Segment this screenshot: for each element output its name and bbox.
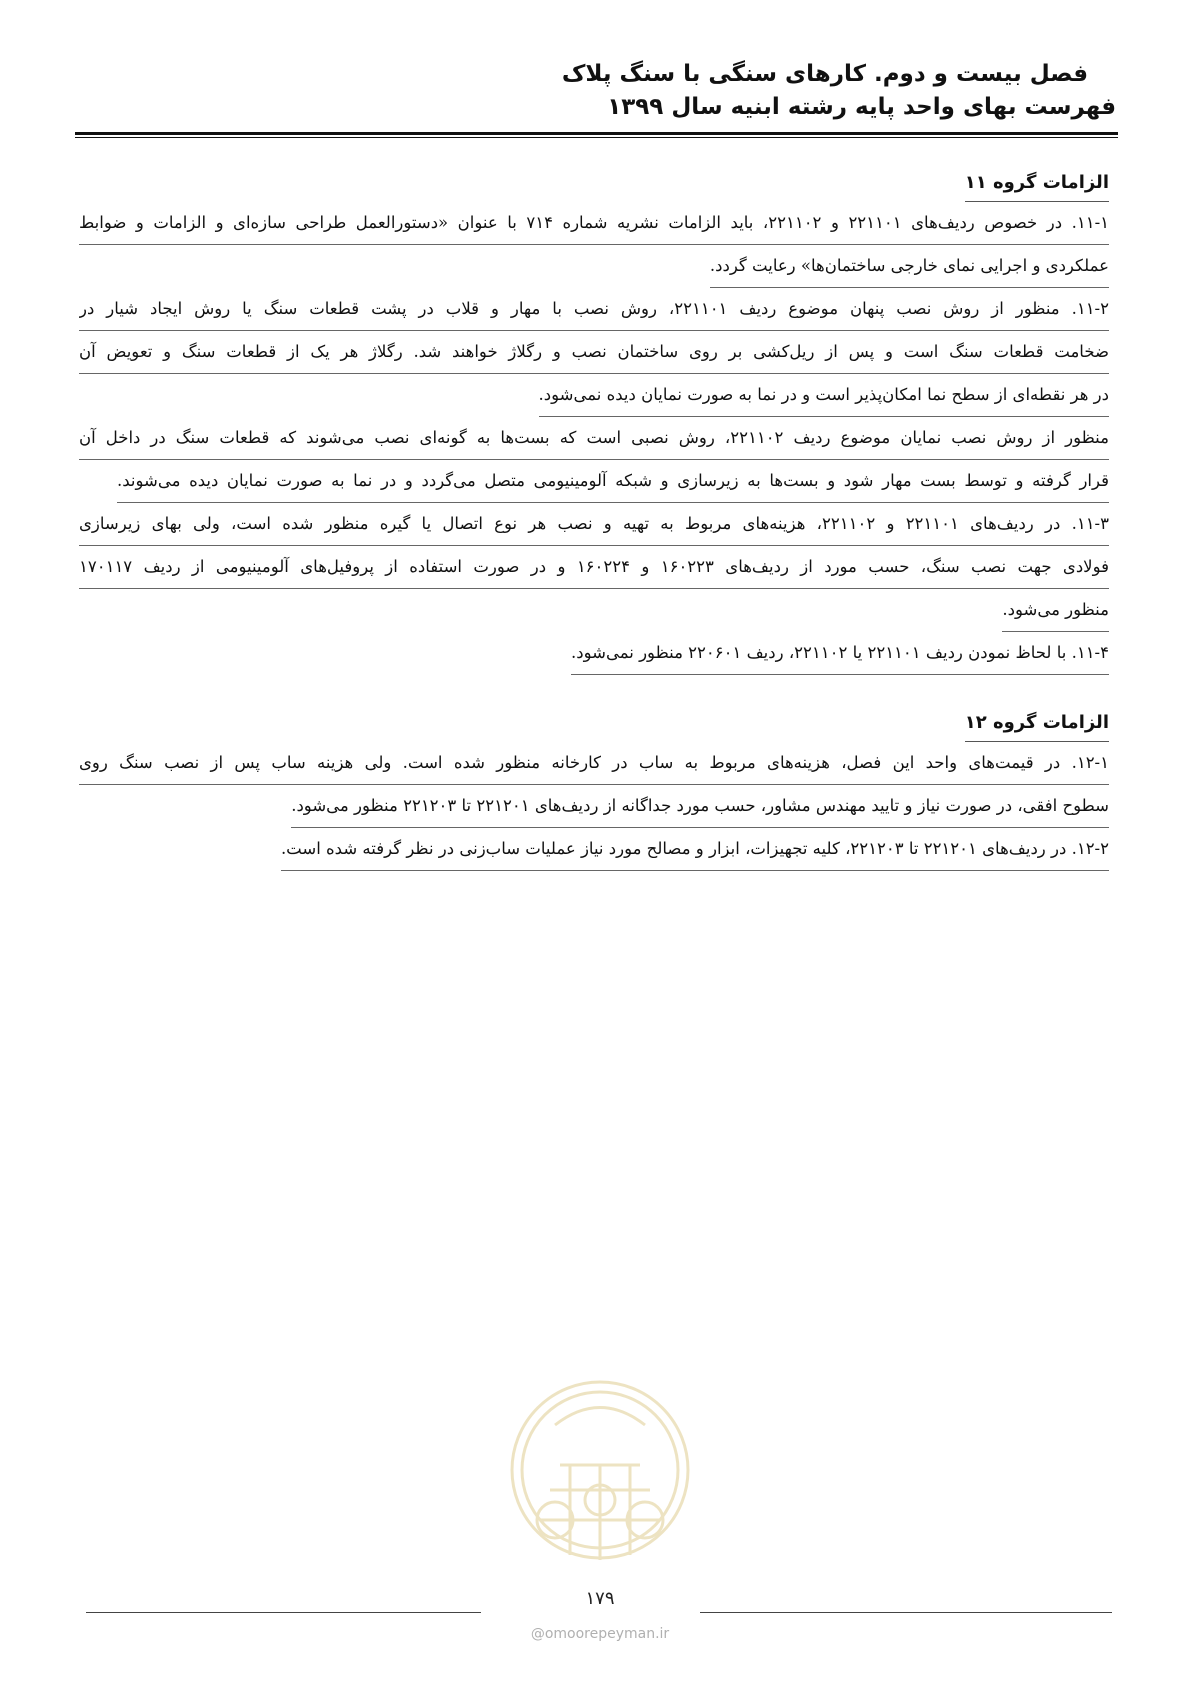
footer-rule-right xyxy=(700,1612,1112,1613)
text-line: منظور می‌شود. xyxy=(1002,589,1109,632)
section-group-11 xyxy=(79,165,1109,675)
chapter-title: فصل بیست و دوم. کارهای سنگی با سنگ پلاک xyxy=(561,61,1088,87)
text-line: ۱۲-۱. در قیمت‌های واحد این فصل، هزینه‌های مربوط به ساب در کارخانه منظور شده است. ولی هزینه ساب پس از نصب سنگ روی xyxy=(79,742,1109,785)
page-header xyxy=(76,58,1116,124)
watermark-logo xyxy=(500,1370,700,1590)
text-line: ضخامت قطعات سنگ است و پس از ریل‌کشی بر روی ساختمان نصب و رگلاژ خواهند شد. رگلاژ هر یک از قطعات سنگ و تعویض آن xyxy=(79,331,1109,374)
footer-rule-left xyxy=(86,1612,481,1613)
website-watermark: @omoorepeyman.ir xyxy=(530,1626,670,1642)
text-line: در هر نقطه‌ای از سطح نما امکان‌پذیر است و در نما به صورت نمایان دیده نمی‌شود. xyxy=(539,374,1109,417)
section-body xyxy=(79,742,1109,871)
header-rule-thin xyxy=(75,137,1118,138)
text-line: فولادی جهت نصب سنگ، حسب مورد از ردیف‌های ۱۶۰۲۲۳ و ۱۶۰۲۲۴ و در صورت استفاده از پروفیل‌های آلومینیومی از ردیف ۱۷۰۱۱۷ xyxy=(79,546,1109,589)
text-line: منظور از روش نصب نمایان موضوع ردیف ۲۲۱۱۰۲، روش نصبی است که بست‌ها به گونه‌ای نصب می‌شوند که قطعات سنگ در داخل آن xyxy=(79,417,1109,460)
header-rule-thick xyxy=(75,132,1118,135)
section-group-12 xyxy=(79,705,1109,871)
text-line: ۱۲-۲. در ردیف‌های ۲۲۱۲۰۱ تا ۲۲۱۲۰۳، کلیه تجهیزات، ابزار و مصالح مورد نیاز عملیات ساب‌زنی در نظر گرفته شده است. xyxy=(281,828,1109,871)
text-line: قرار گرفته و توسط بست مهار شود و بست‌ها به زیرسازی و شبکه آلومینیومی متصل می‌گردد و در نما به صورت نمایان دیده می‌شوند. xyxy=(117,460,1109,503)
text-line: عملکردی و اجرایی نمای خارجی ساختمان‌ها» رعایت گردد. xyxy=(710,245,1109,288)
text-line: ۱۱-۱. در خصوص ردیف‌های ۲۲۱۱۰۱ و ۲۲۱۱۰۲، باید الزامات نشریه شماره ۷۱۴ با عنوان «دستورالعمل طراحی سازه‌ای و الزامات و ضوابط xyxy=(79,202,1109,245)
section-heading: الزامات گروه ۱۲ xyxy=(965,705,1109,742)
section-body xyxy=(79,202,1109,675)
page-number: ۱۷۹ xyxy=(585,1588,615,1609)
text-line: ۱۱-۲. منظور از روش نصب پنهان موضوع ردیف ۲۲۱۱۰۱، روش نصب با مهار و قلاب در پشت قطعات سنگ یا روش ایجاد شیار در xyxy=(79,288,1109,331)
section-heading: الزامات گروه ۱۱ xyxy=(965,165,1109,202)
text-line: ۱۱-۴. با لحاظ نمودن ردیف ۲۲۱۱۰۱ یا ۲۲۱۱۰۲، ردیف ۲۲۰۶۰۱ منظور نمی‌شود. xyxy=(571,632,1109,675)
text-line: ۱۱-۳. در ردیف‌های ۲۲۱۱۰۱ و ۲۲۱۱۰۲، هزینه‌های مربوط به تهیه و نصب هر نوع اتصال یا گیره منظور شده است، ولی بهای زیرسازی xyxy=(79,503,1109,546)
price-list-title: فهرست بهای واحد پایه رشته ابنیه سال ۱۳۹۹ xyxy=(607,94,1116,120)
page-content xyxy=(79,165,1109,871)
text-line: سطوح افقی، در صورت نیاز و تایید مهندس مشاور، حسب مورد جداگانه از ردیف‌های ۲۲۱۲۰۱ تا ۲۲۱۲۰۳ منظور می‌شود. xyxy=(291,785,1109,828)
